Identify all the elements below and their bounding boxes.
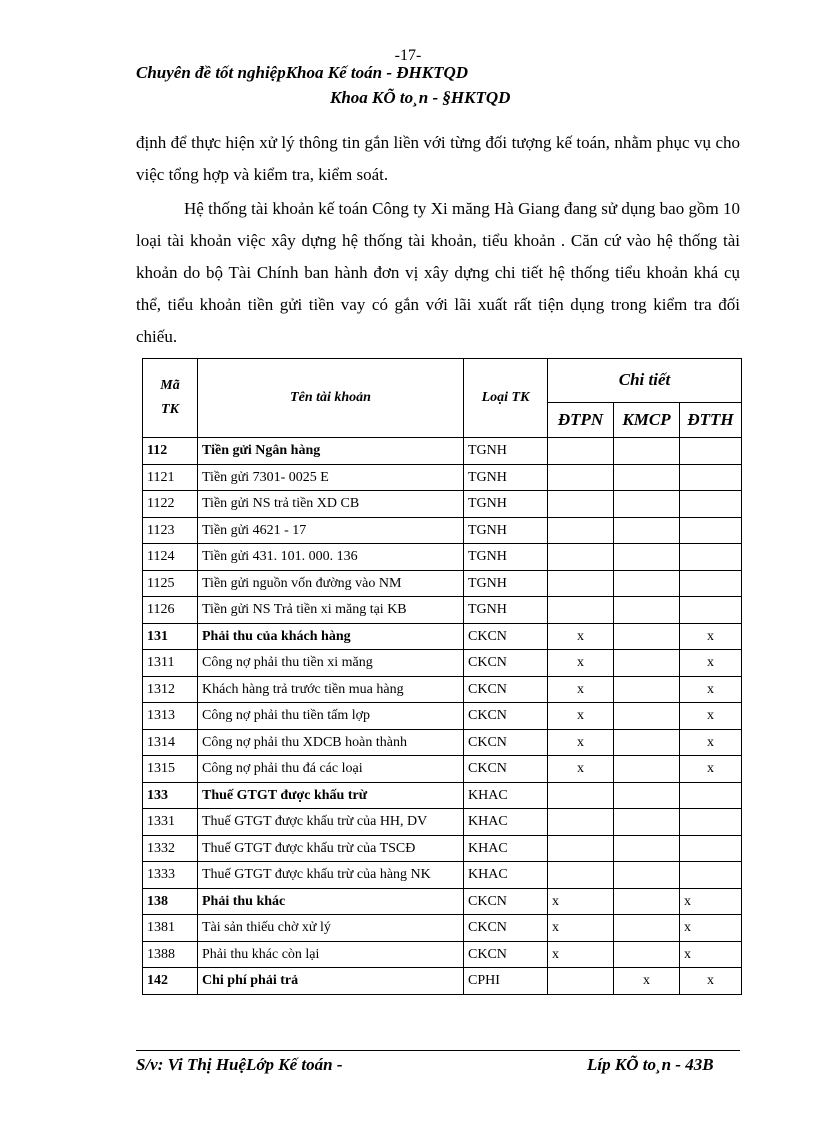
- account-type: TGNH: [464, 570, 548, 597]
- account-type: KHAC: [464, 809, 548, 836]
- detail-dtpn: [548, 438, 614, 465]
- account-type: KHAC: [464, 835, 548, 862]
- account-name: Phải thu khác còn lại: [198, 941, 464, 968]
- table-row: [143, 862, 742, 889]
- account-code: 1314: [143, 729, 198, 756]
- account-name: Phải thu của khách hàng: [198, 623, 464, 650]
- account-type: CKCN: [464, 756, 548, 783]
- account-type: CKCN: [464, 888, 548, 915]
- account-name: Tài sản thiếu chờ xử lý: [198, 915, 464, 942]
- account-name: Công nợ phải thu tiền tấm lợp: [198, 703, 464, 730]
- accounts-table: [142, 358, 742, 995]
- account-code: 138: [143, 888, 198, 915]
- column-header-detail: Chi tiết: [548, 359, 742, 403]
- account-type: TGNH: [464, 464, 548, 491]
- account-type: CKCN: [464, 650, 548, 677]
- table-row: [143, 756, 742, 783]
- table-row: [143, 517, 742, 544]
- detail-dtth: x: [680, 650, 742, 677]
- paragraph-1: định để thực hiện xử lý thông tin gắn liền với từng đối tượng kế toán, nhằm phục vụ cho việc tổng hợp và kiểm tra, kiểm soát.: [136, 133, 740, 184]
- detail-kmcp: [614, 862, 680, 889]
- account-name: Tiền gửi nguồn vốn đường vào NM: [198, 570, 464, 597]
- account-code: 1312: [143, 676, 198, 703]
- detail-dtth: x: [680, 729, 742, 756]
- detail-dtth: x: [680, 756, 742, 783]
- account-type: CKCN: [464, 623, 548, 650]
- header-title: Chuyên đề tốt nghiệpKhoa Kế toán - ĐHKTQD: [136, 63, 469, 82]
- account-code: 1333: [143, 862, 198, 889]
- detail-dtth: [680, 782, 742, 809]
- column-header-kmcp: KMCP: [614, 402, 680, 437]
- account-name: Tiền gửi 7301- 0025 E: [198, 464, 464, 491]
- account-code: 1381: [143, 915, 198, 942]
- column-header-code-line1: Mã: [160, 378, 180, 393]
- detail-kmcp: [614, 676, 680, 703]
- detail-dtth: x: [680, 941, 742, 968]
- table-row: [143, 597, 742, 624]
- column-header-name: Tên tài khoản: [198, 359, 464, 438]
- account-name: Tiền gửi NS Trả tiền xi măng tại KB: [198, 597, 464, 624]
- account-code: 1313: [143, 703, 198, 730]
- account-name: Phải thu khác: [198, 888, 464, 915]
- account-type: CKCN: [464, 703, 548, 730]
- detail-dtth: [680, 570, 742, 597]
- account-code: 1125: [143, 570, 198, 597]
- account-code: 1121: [143, 464, 198, 491]
- account-type: CKCN: [464, 915, 548, 942]
- detail-dtpn: x: [548, 623, 614, 650]
- account-type: TGNH: [464, 438, 548, 465]
- detail-dtpn: [548, 835, 614, 862]
- account-name: Thuế GTGT được khấu trừ: [198, 782, 464, 809]
- column-header-code: [143, 359, 198, 438]
- detail-dtpn: [548, 544, 614, 571]
- detail-dtth: [680, 438, 742, 465]
- detail-dtth: [680, 491, 742, 518]
- footer-class: Líp KÕ to¸n - 43B: [587, 1055, 714, 1074]
- detail-kmcp: [614, 517, 680, 544]
- detail-kmcp: [614, 464, 680, 491]
- detail-dtpn: x: [548, 703, 614, 730]
- table-row: [143, 941, 742, 968]
- paragraph-2: Hệ thống tài khoản kế toán Công ty Xi măng Hà Giang đang sử dụng bao gồm 10 loại tài khoản việc xây dựng hệ thống tài khoản, tiểu khoản . Căn cứ vào hệ thống tài khoản do bộ Tài Chính ban hành đơn vị xây dựng chi tiết hệ thống tiểu khoản khá cụ thể, tiểu khoản tiền gửi tiền vay có gắn với lãi xuất rất tiện dụng trong kiểm tra đối chiếu.: [136, 199, 740, 346]
- account-code: 142: [143, 968, 198, 995]
- table-row: [143, 650, 742, 677]
- account-code: 1123: [143, 517, 198, 544]
- account-name: Tiền gửi 431. 101. 000. 136: [198, 544, 464, 571]
- header-subtitle: Khoa KÕ to¸n - §HKTQD: [330, 88, 511, 107]
- detail-kmcp: [614, 835, 680, 862]
- column-header-dtth: ĐTTH: [680, 402, 742, 437]
- account-type: TGNH: [464, 544, 548, 571]
- detail-kmcp: [614, 729, 680, 756]
- detail-dtth: x: [680, 623, 742, 650]
- detail-dtth: [680, 544, 742, 571]
- account-type: CPHI: [464, 968, 548, 995]
- detail-dtpn: [548, 782, 614, 809]
- account-name: Thuế GTGT được khấu trừ của HH, DV: [198, 809, 464, 836]
- account-type: CKCN: [464, 729, 548, 756]
- account-name: Tiền gửi 4621 - 17: [198, 517, 464, 544]
- account-type: CKCN: [464, 941, 548, 968]
- footer-divider: [136, 1050, 740, 1051]
- detail-kmcp: [614, 888, 680, 915]
- account-code: 133: [143, 782, 198, 809]
- table-row: [143, 544, 742, 571]
- detail-dtpn: [548, 570, 614, 597]
- detail-dtpn: x: [548, 941, 614, 968]
- table-row: [143, 915, 742, 942]
- detail-dtpn: x: [548, 729, 614, 756]
- account-name: Chi phí phải trả: [198, 968, 464, 995]
- table-row: [143, 888, 742, 915]
- account-code: 1388: [143, 941, 198, 968]
- account-type: KHAC: [464, 782, 548, 809]
- account-code: 1311: [143, 650, 198, 677]
- account-name: Tiền gửi Ngân hàng: [198, 438, 464, 465]
- account-type: KHAC: [464, 862, 548, 889]
- column-header-dtpn: ĐTPN: [548, 402, 614, 437]
- detail-kmcp: [614, 650, 680, 677]
- detail-kmcp: [614, 756, 680, 783]
- detail-dtth: x: [680, 915, 742, 942]
- detail-dtpn: [548, 809, 614, 836]
- accounts-table-body: [143, 438, 742, 995]
- table-row: [143, 703, 742, 730]
- detail-kmcp: [614, 703, 680, 730]
- detail-dtpn: x: [548, 676, 614, 703]
- detail-dtth: [680, 862, 742, 889]
- footer-student: S/v: Vi Thị HuệLớp Kế toán -: [136, 1055, 343, 1074]
- detail-dtth: [680, 597, 742, 624]
- detail-dtpn: x: [548, 888, 614, 915]
- detail-dtpn: [548, 597, 614, 624]
- account-code: 1315: [143, 756, 198, 783]
- detail-dtth: [680, 464, 742, 491]
- detail-dtpn: x: [548, 756, 614, 783]
- column-header-type: Loại TK: [464, 359, 548, 438]
- account-type: TGNH: [464, 597, 548, 624]
- account-code: 1122: [143, 491, 198, 518]
- table-row: [143, 464, 742, 491]
- detail-kmcp: [614, 809, 680, 836]
- table-row: [143, 782, 742, 809]
- table-row: [143, 968, 742, 995]
- detail-dtpn: [548, 464, 614, 491]
- table-row: [143, 491, 742, 518]
- detail-kmcp: [614, 597, 680, 624]
- detail-dtpn: [548, 517, 614, 544]
- detail-kmcp: [614, 623, 680, 650]
- detail-dtpn: x: [548, 915, 614, 942]
- detail-dtth: x: [680, 703, 742, 730]
- account-name: Công nợ phải thu tiền xi măng: [198, 650, 464, 677]
- column-header-code-line2: TK: [161, 402, 179, 417]
- detail-dtpn: x: [548, 650, 614, 677]
- detail-dtth: x: [680, 888, 742, 915]
- table-row: [143, 570, 742, 597]
- account-name: Thuế GTGT được khấu trừ của hàng NK: [198, 862, 464, 889]
- detail-dtth: [680, 809, 742, 836]
- detail-dtth: [680, 517, 742, 544]
- account-code: 112: [143, 438, 198, 465]
- detail-kmcp: [614, 491, 680, 518]
- account-name: Công nợ phải thu XDCB hoàn thành: [198, 729, 464, 756]
- detail-kmcp: [614, 438, 680, 465]
- account-type: TGNH: [464, 517, 548, 544]
- account-code: 1126: [143, 597, 198, 624]
- account-code: 1331: [143, 809, 198, 836]
- table-row: [143, 623, 742, 650]
- detail-dtpn: [548, 968, 614, 995]
- account-type: TGNH: [464, 491, 548, 518]
- account-name: Công nợ phải thu đá các loại: [198, 756, 464, 783]
- detail-dtth: x: [680, 968, 742, 995]
- table-row: [143, 809, 742, 836]
- detail-kmcp: [614, 544, 680, 571]
- table-row: [143, 729, 742, 756]
- account-code: 1332: [143, 835, 198, 862]
- detail-kmcp: [614, 782, 680, 809]
- detail-kmcp: x: [614, 968, 680, 995]
- detail-kmcp: [614, 941, 680, 968]
- table-row: [143, 676, 742, 703]
- detail-dtth: [680, 835, 742, 862]
- detail-kmcp: [614, 570, 680, 597]
- detail-dtpn: [548, 491, 614, 518]
- account-name: Tiền gửi NS trả tiền XD CB: [198, 491, 464, 518]
- table-row: [143, 835, 742, 862]
- table-row: [143, 438, 742, 465]
- page-number: -17-: [394, 47, 422, 64]
- account-code: 1124: [143, 544, 198, 571]
- account-name: Thuế GTGT được khấu trừ của TSCĐ: [198, 835, 464, 862]
- detail-dtpn: [548, 862, 614, 889]
- detail-dtth: x: [680, 676, 742, 703]
- account-type: CKCN: [464, 676, 548, 703]
- account-code: 131: [143, 623, 198, 650]
- detail-kmcp: [614, 915, 680, 942]
- account-name: Khách hàng trả trước tiền mua hàng: [198, 676, 464, 703]
